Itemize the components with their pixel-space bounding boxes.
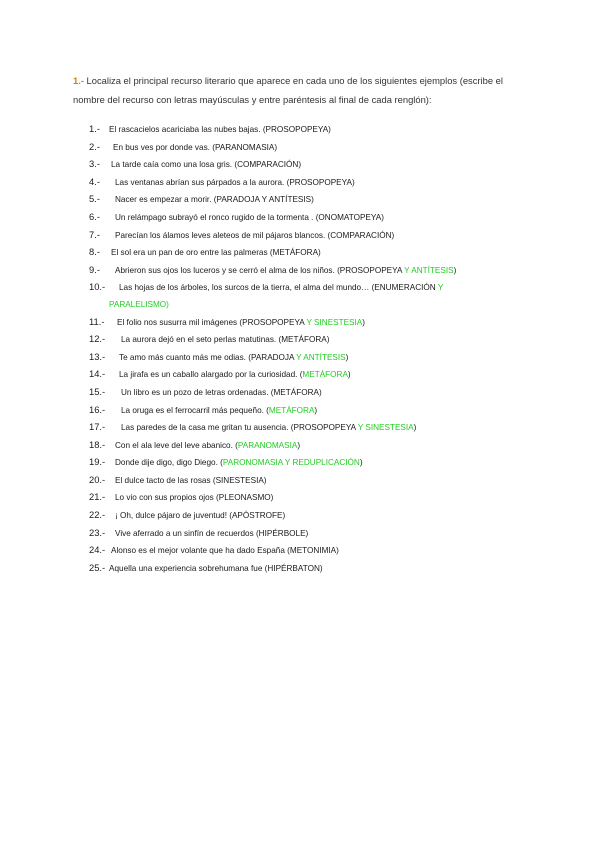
item-text: Alonso es el mejor volante que ha dado España (METONIMIA) xyxy=(111,546,339,556)
item-correction-highlight: Y ANTÍTESIS xyxy=(404,265,454,275)
item-number: 2.- xyxy=(89,140,100,152)
item-text-end: ) xyxy=(413,423,417,433)
list-item xyxy=(89,314,499,332)
list-item xyxy=(89,489,499,507)
item-number: 24.- xyxy=(89,544,106,556)
item-text: Las hojas de los árboles, los surcos de la tierra, el alma del mundo… (ENUMERACIÓN xyxy=(119,283,438,293)
list-item xyxy=(89,472,499,490)
item-sentence xyxy=(115,490,273,507)
item-text: Abrieron sus ojos los luceros y se cerró el alma de los niños. (PROSOPOPEYA xyxy=(115,265,405,275)
item-number: 13.- xyxy=(89,350,106,362)
list-item xyxy=(89,191,499,209)
item-text: Te amo más cuanto más me odias. (PARADOJA xyxy=(119,352,297,362)
list-item xyxy=(89,525,499,543)
list-item xyxy=(89,560,499,578)
item-number: 17.- xyxy=(89,421,106,433)
list-item xyxy=(89,507,499,525)
list-item xyxy=(89,139,499,157)
list-item xyxy=(89,262,499,280)
examples-list xyxy=(89,121,499,577)
list-item xyxy=(89,331,499,349)
list-item xyxy=(89,366,499,384)
item-number: 23.- xyxy=(89,526,106,538)
item-sentence xyxy=(115,473,267,490)
list-item xyxy=(89,156,499,174)
list-item xyxy=(89,384,499,402)
item-number: 14.- xyxy=(89,368,106,380)
item-sentence xyxy=(119,367,351,384)
item-number: 22.- xyxy=(89,509,106,521)
list-item xyxy=(89,209,499,227)
item-text: Las ventanas abrían sus párpados a la aurora. (PROSOPOPEYA) xyxy=(115,177,355,187)
item-number: 7.- xyxy=(89,228,100,240)
item-number: 6.- xyxy=(89,210,100,222)
item-text: La oruga es el ferrocarril más pequeño. ( xyxy=(121,405,269,415)
item-sentence xyxy=(121,420,416,437)
item-text-end: ) xyxy=(314,405,318,415)
list-item xyxy=(89,174,499,192)
item-correction-highlight: PARONOMASIA Y REDUPLICACIÓN xyxy=(222,458,360,468)
item-sentence xyxy=(121,385,322,402)
item-number: 19.- xyxy=(89,456,106,468)
item-number: 11.- xyxy=(89,315,105,327)
item-text: El folio nos susurra mil imágenes (PROSOPOPEYA xyxy=(117,317,307,327)
list-item xyxy=(89,244,499,262)
item-text: Vive aferrado a un sinfín de recuerdos (HIPÉRBOLE) xyxy=(115,528,309,538)
item-number: 1.- xyxy=(89,123,100,134)
item-text: La aurora dejó en el seto perlas matutinas. (METÁFORA) xyxy=(121,335,330,345)
item-text: La jirafa es un caballo alargado por la curiosidad. ( xyxy=(119,370,303,380)
list-item xyxy=(89,542,499,560)
item-number: 3.- xyxy=(89,158,100,170)
item-sentence xyxy=(117,315,365,332)
item-sentence xyxy=(119,350,348,367)
list-item xyxy=(89,419,499,437)
item-number: 10.- xyxy=(89,281,106,293)
item-text: Lo vio con sus propios ojos (PLEONASMO) xyxy=(115,493,274,503)
item-sentence xyxy=(115,508,285,525)
item-number: 9.- xyxy=(89,263,100,275)
item-text: Aquella una experiencia sobrehumana fue (HIPÉRBATON) xyxy=(109,563,323,573)
item-sentence xyxy=(111,245,321,262)
item-number: 8.- xyxy=(89,246,100,258)
item-number: 21.- xyxy=(89,491,106,503)
item-number: 16.- xyxy=(89,403,106,415)
list-item xyxy=(89,402,499,420)
item-sentence xyxy=(115,526,308,543)
list-item xyxy=(89,437,499,455)
exercise-instructions-text: Localiza el principal recurso literario que aparece en cada uno de los siguientes ejemplos (escribe el nombre del recurso con letras mayúsculas y entre paréntesis al final de cada renglón): xyxy=(73,75,503,105)
item-sentence xyxy=(119,280,443,297)
item-text: El rascacielos acariciaba las nubes bajas. (PROSOPOPEYA) xyxy=(109,125,331,134)
item-sentence xyxy=(121,332,329,349)
list-item xyxy=(89,227,499,245)
item-number: 25.- xyxy=(89,561,106,573)
item-sentence xyxy=(109,122,331,139)
item-correction-highlight: PARANOMASIA xyxy=(237,440,298,450)
item-text-end: ) xyxy=(345,352,349,362)
exercise-instructions xyxy=(73,71,533,109)
item-number: 20.- xyxy=(89,473,106,485)
exercise-number: 1.- xyxy=(73,75,84,86)
item-sentence xyxy=(111,543,339,560)
item-text: Nacer es empezar a morir. (PARADOJA Y ANTÍTESIS) xyxy=(115,195,314,205)
list-item xyxy=(89,121,499,139)
item-text: Parecían los álamos leves aleteos de mil pájaros blancos. (COMPARACIÓN) xyxy=(115,230,395,240)
item-text: El dulce tacto de las rosas (SINESTESIA) xyxy=(115,475,267,485)
item-text: La tarde caía como una losa gris. (COMPARACIÓN) xyxy=(111,160,302,170)
item-correction-highlight: METÁFORA xyxy=(268,405,315,415)
item-correction-highlight: Y SINESTESIA xyxy=(357,423,414,433)
item-number: 5.- xyxy=(89,193,100,205)
item-text: ¡ Oh, dulce pájaro de juventud! (APÓSTROFE) xyxy=(115,511,286,521)
item-text: En bus ves por donde vas. (PARANOMASIA) xyxy=(113,142,278,152)
item-sentence xyxy=(115,438,300,455)
item-text: Donde dije digo, digo Diego. ( xyxy=(115,458,223,468)
item-sentence xyxy=(113,140,277,157)
item-sentence xyxy=(115,175,355,192)
item-text: El sol era un pan de oro entre las palmeras (METÁFORA) xyxy=(111,248,321,258)
item-sentence xyxy=(115,263,456,280)
item-sentence xyxy=(109,561,323,578)
item-text: Un relámpago subrayó el ronco rugido de la tormenta . (ONOMATOPEYA) xyxy=(115,212,384,222)
item-text-end: ) xyxy=(297,440,301,450)
item-text-end: ) xyxy=(453,265,457,275)
item-number: 4.- xyxy=(89,175,100,187)
item-correction-highlight: Y SINESTESIA xyxy=(306,317,363,327)
item-sentence xyxy=(115,228,394,245)
item-sentence xyxy=(115,192,314,209)
item-correction-highlight: Y xyxy=(437,283,444,293)
item-correction-highlight-continued: PARALELISMO) xyxy=(109,299,169,309)
list-item xyxy=(89,279,499,313)
item-number: 18.- xyxy=(89,438,106,450)
item-number: 12.- xyxy=(89,333,106,345)
item-correction-highlight: Y ANTÍTESIS xyxy=(296,352,346,362)
item-correction-highlight: METÁFORA xyxy=(302,370,348,380)
item-sentence xyxy=(121,403,317,420)
item-sentence xyxy=(115,455,363,472)
item-number: 15.- xyxy=(89,385,106,397)
item-sentence xyxy=(115,210,384,227)
item-text: Con el ala leve del leve abanico. ( xyxy=(115,440,238,450)
list-item xyxy=(89,454,499,472)
list-item xyxy=(89,349,499,367)
item-text-end: ) xyxy=(347,370,351,380)
item-text-end: ) xyxy=(359,458,363,468)
item-sentence xyxy=(111,157,301,174)
item-text: Las paredes de la casa me gritan tu ausencia. (PROSOPOPEYA xyxy=(121,423,358,433)
item-text-end: ) xyxy=(362,317,366,327)
item-text: Un libro es un pozo de letras ordenadas. (METÁFORA) xyxy=(121,387,322,397)
